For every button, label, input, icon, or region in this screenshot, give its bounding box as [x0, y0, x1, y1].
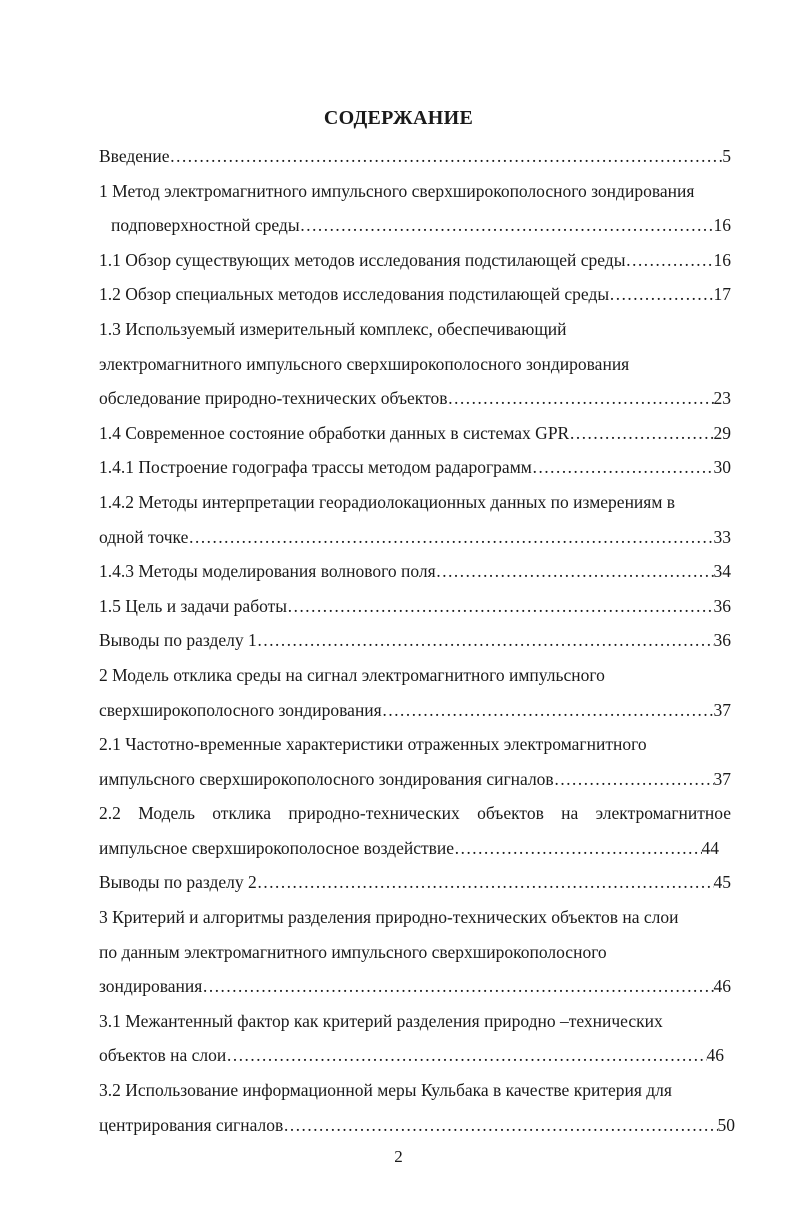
toc-entry [99, 277, 731, 312]
toc-entry [99, 865, 731, 900]
toc-entry-line: 3 Критерий и алгоритмы разделения природно-технических объектов на слои [99, 907, 679, 928]
toc-entry-title: 1.4.3 Методы моделирования волнового поля [99, 561, 436, 582]
leader-dots [300, 208, 714, 243]
toc-page-number: 50 [717, 1114, 735, 1135]
toc-entry [99, 416, 731, 451]
toc-entry-title: Выводы по разделу 2 [99, 872, 257, 893]
leader-dots [283, 1108, 717, 1143]
toc-entry-line: 2 Модель отклика среды на сигнал электромагнитного импульсного [99, 664, 605, 685]
leader-dots [170, 139, 723, 174]
toc-entry-title: зондирования [99, 976, 203, 997]
toc-entry-title: 1.1 Обзор существующих методов исследования подстилающей среды [99, 249, 626, 270]
toc-entry-line: 2.2 Модель отклика природно-технических объектов на электромагнитное [99, 803, 731, 824]
toc-page-number: 37 [713, 768, 731, 789]
toc-entry [99, 520, 731, 555]
toc-entry [99, 589, 731, 624]
leader-dots [226, 1038, 706, 1073]
leader-dots [257, 865, 714, 900]
leader-dots [382, 693, 714, 728]
toc-page-number: 46 [706, 1045, 724, 1066]
toc-entry-title: обследование природно-технических объектов [99, 388, 448, 409]
toc-entry [99, 1038, 724, 1073]
toc-entry-title: 1.4 Современное состояние обработки данных в системах GPR [99, 422, 570, 443]
toc-page-number: 23 [713, 388, 731, 409]
toc-entry [99, 208, 731, 243]
toc-entry-title: 1.4.1 Построение годографа трассы методом радарограмм [99, 457, 532, 478]
leader-dots [569, 416, 713, 451]
toc-page-number: 5 [722, 146, 731, 166]
toc-entry-title: центрирования сигналов [99, 1114, 284, 1135]
toc-entry-title: Выводы по разделу 1 [99, 630, 257, 651]
toc-entry-title: сверхширокополосного зондирования [99, 699, 382, 720]
leader-dots [257, 623, 714, 658]
toc-page-number: 34 [713, 561, 731, 582]
toc-entry [99, 1108, 735, 1143]
leader-dots [454, 831, 701, 866]
toc-entry-line: 1.3 Используемый измерительный комплекс, обеспечивающий [99, 318, 567, 339]
toc-page-number: 46 [713, 976, 731, 997]
toc-entry-line: 3.1 Межантенный фактор как критерий разделения природно –технических [99, 1010, 663, 1031]
page-title: СОДЕРЖАНИЕ [323, 107, 474, 129]
leader-dots [532, 450, 714, 485]
toc-page-number: 45 [713, 872, 731, 893]
leader-dots [609, 277, 713, 312]
toc-page-number: 36 [713, 630, 731, 651]
leader-dots [436, 554, 714, 589]
toc-entry [99, 693, 731, 728]
toc-page-number: 36 [713, 595, 731, 616]
leader-dots [188, 520, 713, 555]
toc-entry-line: 3.2 Использование информационной меры Кульбака в качестве критерия для [99, 1080, 672, 1101]
toc-page-number: 44 [701, 837, 719, 858]
leader-dots [202, 969, 713, 1004]
toc-entry [99, 381, 731, 416]
toc-entry [99, 450, 731, 485]
toc-page-number: 17 [713, 284, 731, 305]
toc-entry-title: объектов на слои [99, 1045, 227, 1066]
leader-dots [448, 381, 714, 416]
leader-dots [625, 243, 713, 278]
toc-entry-title: 1.2 Обзор специальных методов исследования подстилающей среды [99, 284, 610, 305]
toc-entry-title: Введение [99, 146, 170, 166]
toc-entry [99, 969, 731, 1004]
leader-dots [287, 589, 713, 624]
toc-page-number: 37 [713, 699, 731, 720]
toc-page-number: 29 [713, 422, 731, 443]
toc-entry-line: электромагнитного импульсного сверхширокополосного зондирования [99, 353, 630, 374]
toc-page-number: 16 [713, 215, 731, 236]
toc-entry-title: подповерхностной среды [111, 215, 300, 236]
toc-entry-title: импульсное сверхширокополосное воздействие [99, 837, 455, 858]
toc-page-number: 30 [713, 457, 731, 478]
page-number: 2 [394, 1147, 403, 1166]
toc-entry [99, 554, 731, 589]
toc-entry [99, 623, 731, 658]
toc-entry-title: одной точке [99, 526, 189, 547]
toc-entry-line: 1 Метод электромагнитного импульсного сверхширокополосного зондирования [99, 180, 695, 201]
toc-entry [99, 243, 731, 278]
toc-entry-line: по данным электромагнитного импульсного сверхширокополосного [99, 941, 607, 962]
toc-entry [99, 831, 719, 866]
toc-page-number: 33 [713, 526, 731, 547]
toc-page-number: 16 [713, 249, 731, 270]
toc-entry-title: 1.5 Цель и задачи работы [99, 595, 288, 616]
table-of-contents [99, 139, 735, 1142]
leader-dots [554, 762, 714, 797]
toc-entry [99, 139, 731, 174]
toc-entry-line: 2.1 Частотно-временные характеристики отраженных электромагнитного [99, 734, 647, 755]
toc-entry [99, 762, 731, 797]
toc-entry-title: импульсного сверхширокополосного зондирования сигналов [99, 768, 554, 789]
toc-entry-line: 1.4.2 Методы интерпретации георадиолокационных данных по измерениям в [99, 491, 676, 512]
